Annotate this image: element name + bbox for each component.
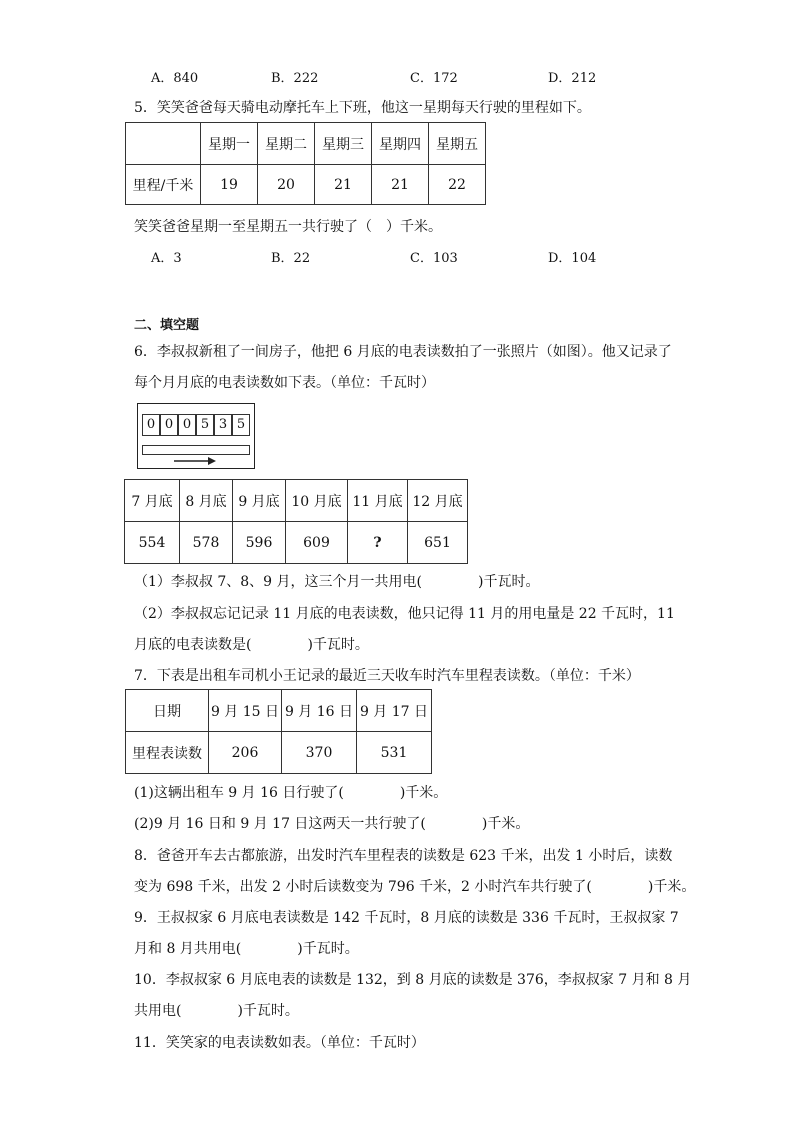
meter-digit-frame (142, 414, 248, 436)
q6-header-cell: 10 月底 (286, 480, 348, 522)
q7-header-cell: 日期 (126, 690, 209, 732)
q4-option-a: A．840 (151, 71, 199, 86)
q6-header-cell: 11 月底 (348, 480, 408, 522)
q7-header-cell: 9 月 17 日 (357, 690, 432, 732)
q4-option-b: B．222 (271, 71, 319, 86)
meter-digit: 0 (160, 414, 178, 436)
q7-cell: 206 (209, 732, 282, 774)
q6-sub1: （1）李叔叔 7、8、9 月，这三个月一共用电( )千瓦时。 (134, 574, 540, 590)
q8-line2: 变为 698 千米，出发 2 小时后读数变为 796 千米，2 小时汽车共行驶了( )千米。 (134, 879, 696, 895)
q5-row-label: 里程/千米 (126, 165, 201, 205)
arrow-right-icon (172, 456, 218, 466)
meter-digit: 0 (178, 414, 196, 436)
section-heading: 二、填空题 (134, 318, 200, 333)
q5-header-cell: 星期四 (372, 123, 429, 165)
q6-header-cell: 9 月底 (233, 480, 286, 522)
q9-line1: 9．王叔叔家 6 月底电表读数是 142 千瓦时，8 月底的读数是 336 千瓦时，王叔叔家 7 (134, 910, 679, 926)
q5-option-a: A．3 (151, 251, 182, 266)
q6-header-cell: 7 月底 (125, 480, 180, 522)
q5-stem: 5．笑笑爸爸每天骑电动摩托车上下班，他这一星期每天行驶的里程如下。 (134, 100, 591, 116)
q6-line1: 6．李叔叔新租了一间房子，他把 6 月底的电表读数拍了一张照片（如图）。他又记录了 (134, 344, 672, 360)
q9-line2: 月和 8 月共用电( )千瓦时。 (134, 941, 359, 957)
q5-cell: 20 (258, 165, 315, 205)
q6-cell: 578 (180, 522, 233, 564)
q5-header-cell: 星期三 (315, 123, 372, 165)
q5-table (125, 122, 486, 205)
q5-option-b: B．22 (271, 251, 311, 266)
q7-header-cell: 9 月 15 日 (209, 690, 282, 732)
q5-header-cell: 星期二 (258, 123, 315, 165)
q7-header-cell: 9 月 16 日 (282, 690, 357, 732)
q5-header-cell: 星期五 (429, 123, 486, 165)
q6-line2: 每个月月底的电表读数如下表。（单位：千瓦时） (134, 375, 435, 391)
q7-row-label: 里程表读数 (126, 732, 209, 774)
q5-cell: 19 (201, 165, 258, 205)
q5-question: 笑笑爸爸星期一至星期五一共行驶了（ ）千米。 (134, 219, 442, 235)
q6-cell: 554 (125, 522, 180, 564)
q5-header-cell: 星期一 (201, 123, 258, 165)
q6-sub2-line1: （2）李叔叔忘记记录 11 月底的电表读数，他只记得 11 月的用电量是 22 千瓦时，11 (134, 606, 675, 622)
q7-table (125, 689, 432, 774)
meter-digit: 5 (196, 414, 214, 436)
q5-cell: 21 (315, 165, 372, 205)
meter-digit: 3 (214, 414, 232, 436)
q5-option-c: C．103 (410, 251, 458, 266)
q8-line1: 8．爸爸开车去古都旅游，出发时汽车里程表的读数是 623 千米，出发 1 小时后，读数 (134, 848, 673, 864)
q5-cell: 22 (429, 165, 486, 205)
q5-option-d: D．104 (548, 251, 597, 266)
q6-cell-unknown: ? (348, 522, 408, 564)
q6-cell: 651 (408, 522, 468, 564)
q10-line1: 10．李叔叔家 6 月底电表的读数是 132，到 8 月底的读数是 376，李叔叔家 7 月和 8 月 (134, 972, 692, 988)
q4-option-d: D．212 (548, 71, 597, 86)
q6-cell: 596 (233, 522, 286, 564)
q6-table (124, 479, 468, 564)
meter-digit: 0 (142, 414, 160, 436)
q6-header-cell: 8 月底 (180, 480, 233, 522)
q5-header-cell (126, 123, 201, 165)
meter-bar (142, 445, 250, 455)
q6-header-cell: 12 月底 (408, 480, 468, 522)
q7-cell: 370 (282, 732, 357, 774)
q6-sub2-line2: 月底的电表读数是( )千瓦时。 (134, 637, 369, 653)
q7-sub2: (2)9 月 16 日和 9 月 17 日这两天一共行驶了( )千米。 (134, 816, 530, 832)
q10-line2: 共用电( )千瓦时。 (134, 1003, 299, 1019)
meter-digit: 5 (232, 414, 250, 436)
q7-stem: 7．下表是出租车司机小王记录的最近三天收车时汽车里程表读数。（单位：千米） (134, 668, 640, 684)
q7-sub1: (1)这辆出租车 9 月 16 日行驶了( )千米。 (134, 785, 448, 801)
q11-line1: 11．笑笑家的电表读数如表。（单位：千瓦时） (134, 1035, 425, 1051)
q4-option-c: C．172 (410, 71, 458, 86)
q7-cell: 531 (357, 732, 432, 774)
q6-cell: 609 (286, 522, 348, 564)
q5-cell: 21 (372, 165, 429, 205)
electric-meter-image (137, 403, 255, 469)
